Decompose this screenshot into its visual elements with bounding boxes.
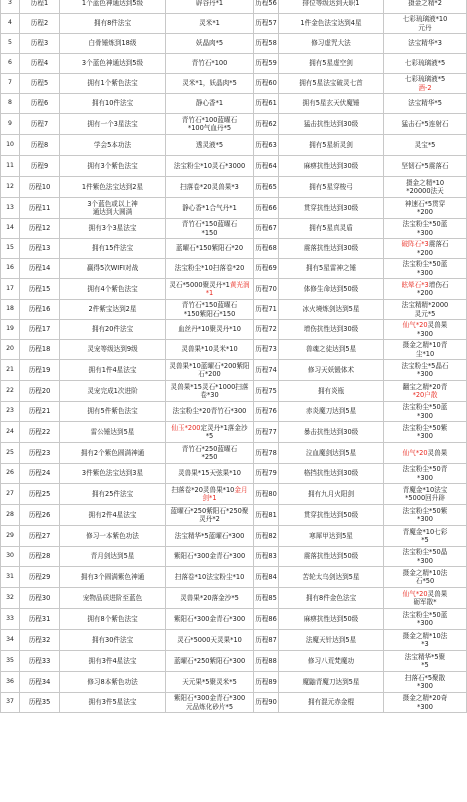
table-row — [1, 630, 467, 651]
task-cell: 拥有2件4星法宝 — [60, 505, 166, 526]
table-row — [1, 156, 467, 177]
reward-cell-right: 法宝精华*5 — [384, 94, 467, 114]
row-number-cell: 22 — [1, 381, 20, 402]
stage-cell-right: 历程74 — [254, 360, 279, 381]
stage-cell: 历程11 — [20, 198, 60, 219]
reward-cell-right: 青魔金*10法宝 *5000回升辟 — [384, 484, 467, 505]
stage-cell-right: 历程67 — [254, 219, 279, 239]
stage-cell-right: 历程56 — [254, 0, 279, 14]
row-number-cell: 23 — [1, 402, 20, 422]
row-number-cell: 15 — [1, 239, 20, 259]
reward-cell-right: 眩晕石*3增伤石 *200 — [384, 279, 467, 300]
stage-cell-right: 历程68 — [254, 239, 279, 259]
reward-cell: 静心香*1合气丹*1 — [166, 198, 254, 219]
task-cell: 拥有8个紫色法宝 — [60, 609, 166, 630]
stage-cell-right: 历程78 — [254, 443, 279, 464]
stage-cell: 历程20 — [20, 381, 60, 402]
table-row — [1, 94, 467, 114]
task-cell-right: 体修生命达到50级 — [279, 279, 384, 300]
reward-cell-right: 摄金之精*20奇 *300 — [384, 693, 467, 713]
stage-cell-right: 历程88 — [254, 651, 279, 672]
stage-cell-right: 历程86 — [254, 609, 279, 630]
task-cell: 拥有8件法宝 — [60, 14, 166, 34]
stage-cell-right: 历程77 — [254, 422, 279, 443]
task-cell: 3件紫色法宝达到3星 — [60, 464, 166, 484]
task-cell-right: 拥有5星真灵盾 — [279, 219, 384, 239]
task-cell-right: 排位等级达到天职1 — [279, 0, 384, 14]
reward-cell: 蓝曜石*150紫阳石*20 — [166, 239, 254, 259]
task-cell-right: 麻痹抗性达到30级 — [279, 156, 384, 177]
reward-cell-right: 摄金之精*10法 *3 — [384, 630, 467, 651]
reward-cell-right: 猛击石*5连射石 — [384, 114, 467, 135]
reward-cell: 仙玉*200定灵丹*1落金沙 *5 — [166, 422, 254, 443]
reward-cell: 静心香*1 — [166, 94, 254, 114]
task-cell: 1个蓝色神通达到5级 — [60, 0, 166, 14]
table-row — [1, 74, 467, 94]
row-number-cell: 24 — [1, 422, 20, 443]
reward-cell: 青竹石*150蓝曜石 *150 — [166, 219, 254, 239]
task-cell-right: 格挡抗性达到30级 — [279, 464, 384, 484]
stage-cell-right: 历程71 — [254, 300, 279, 320]
reward-cell-right: 扫落石*5聚散 *300 — [384, 672, 467, 693]
task-cell: 拥有20件法宝 — [60, 320, 166, 340]
task-cell-right: 拥有九月火阳剑 — [279, 484, 384, 505]
task-cell-right: 震落抗性达到30级 — [279, 239, 384, 259]
task-cell: 3个蓝色或以上神 通达到大圆满 — [60, 198, 166, 219]
table-row — [1, 693, 467, 713]
stage-cell-right: 历程76 — [254, 402, 279, 422]
reward-cell: 灵米*1，妖晶肉*5 — [166, 74, 254, 94]
stage-cell: 历程13 — [20, 239, 60, 259]
table-row — [1, 177, 467, 198]
row-number-cell: 31 — [1, 567, 20, 588]
reward-cell: 妖晶肉*5 — [166, 34, 254, 54]
reward-cell-right: 法宝粉尘*50紫 *300 — [384, 422, 467, 443]
row-number-cell: 9 — [1, 114, 20, 135]
stage-cell: 历程12 — [20, 219, 60, 239]
reward-cell: 紫阳石*300金青石*300 元品炼化砂片*5 — [166, 693, 254, 713]
table-row — [1, 526, 467, 547]
task-cell: 拥有3件4星法宝 — [60, 651, 166, 672]
row-number-cell: 25 — [1, 443, 20, 464]
stage-cell-right: 历程61 — [254, 94, 279, 114]
task-cell-right: 麻痹抗性达到50级 — [279, 609, 384, 630]
reward-cell-right: 法宝粉尘*5晶石 *300 — [384, 360, 467, 381]
reward-cell: 青竹石*100 — [166, 54, 254, 74]
row-number-cell: 13 — [1, 198, 20, 219]
task-cell: 拥有一个3星法宝 — [60, 114, 166, 135]
task-cell: 学会5本功法 — [60, 135, 166, 156]
reward-cell: 灵兽果*10灵米*10 — [166, 340, 254, 360]
task-cell: 赢得5次WIFI对战 — [60, 259, 166, 279]
task-cell-right: 拥有混元赤金棍 — [279, 693, 384, 713]
task-cell: 修习8本紫色功法 — [60, 672, 166, 693]
stage-cell-right: 历程85 — [254, 588, 279, 609]
stage-cell-right: 历程64 — [254, 156, 279, 177]
reward-cell: 法宝粉尘*20青竹石*300 — [166, 402, 254, 422]
stage-cell-right: 历程75 — [254, 381, 279, 402]
stage-cell: 历程27 — [20, 526, 60, 547]
table-row — [1, 651, 467, 672]
reward-cell: 灵兽果*20落金沙*5 — [166, 588, 254, 609]
row-number-cell: 12 — [1, 177, 20, 198]
stage-cell: 历程6 — [20, 94, 60, 114]
reward-cell: 扫落卷*10法宝粉尘*10 — [166, 567, 254, 588]
stage-cell-right: 历程57 — [254, 14, 279, 34]
table-row — [1, 14, 467, 34]
reward-cell-right: 灵宝*5 — [384, 135, 467, 156]
stage-cell: 历程33 — [20, 651, 60, 672]
table-row — [1, 219, 467, 239]
row-number-cell: 29 — [1, 526, 20, 547]
row-number-cell: 17 — [1, 279, 20, 300]
table-row — [1, 259, 467, 279]
row-number-cell: 8 — [1, 94, 20, 114]
table-row — [1, 0, 467, 14]
row-number-cell: 34 — [1, 630, 20, 651]
reward-cell-right: 法宝粉尘*50晶 *300 — [384, 547, 467, 567]
task-cell: 拥有5件紫色法宝 — [60, 402, 166, 422]
task-cell-right: 兽魂之徒达到5星 — [279, 340, 384, 360]
reward-cell: 血丝丹*10聚灵丹*10 — [166, 320, 254, 340]
task-cell: 2件紫宝达到2星 — [60, 300, 166, 320]
progress-table-body — [1, 0, 467, 713]
row-number-cell: 19 — [1, 320, 20, 340]
reward-cell-right: 法宝粉尘*50蓝 *300 — [384, 219, 467, 239]
reward-cell-right: 摄金之精*10青 尘*10 — [384, 340, 467, 360]
reward-cell: 灵石*5000聚灵丹*1黄光润 *1 — [166, 279, 254, 300]
task-cell-right: 修习天妖锻体术 — [279, 360, 384, 381]
task-cell-right: 修习虚咒大法 — [279, 34, 384, 54]
task-cell: 拥有1件4星法宝 — [60, 360, 166, 381]
table-row — [1, 402, 467, 422]
reward-cell: 蓝曜石*250紫阳石*250聚 灵丹*2 — [166, 505, 254, 526]
table-row — [1, 547, 467, 567]
row-number-cell: 16 — [1, 259, 20, 279]
table-row — [1, 114, 467, 135]
stage-cell-right: 历程66 — [254, 198, 279, 219]
reward-cell: 灵石*5000天灵果*10 — [166, 630, 254, 651]
reward-cell-right: 神速石*5贯穿 *200 — [384, 198, 467, 219]
table-row — [1, 422, 467, 443]
stage-cell: 历程31 — [20, 609, 60, 630]
task-cell-right: 贯穿抗性达到30级 — [279, 198, 384, 219]
stage-cell-right: 历程80 — [254, 484, 279, 505]
table-row — [1, 484, 467, 505]
reward-cell-right: 七彩琉璃液*10 元丹 — [384, 14, 467, 34]
reward-cell: 天元果*5聚灵米*5 — [166, 672, 254, 693]
table-row — [1, 381, 467, 402]
stage-cell: 历程22 — [20, 422, 60, 443]
task-cell: 拥有10件法宝 — [60, 94, 166, 114]
stage-cell-right: 历程82 — [254, 526, 279, 547]
row-number-cell: 7 — [1, 74, 20, 94]
table-row — [1, 443, 467, 464]
table-row — [1, 300, 467, 320]
stage-cell-right: 历程62 — [254, 114, 279, 135]
reward-cell-right: 法宝粉尘*50蓝 *300 — [384, 402, 467, 422]
reward-cell-right: 七彩琉璃液*5 酒-2 — [384, 74, 467, 94]
stage-cell-right: 历程83 — [254, 547, 279, 567]
task-cell: 灵宠等级达到9级 — [60, 340, 166, 360]
reward-cell-right: 翻宝之精*20青 *20户散 — [384, 381, 467, 402]
row-number-cell: 6 — [1, 54, 20, 74]
table-row — [1, 34, 467, 54]
row-number-cell: 30 — [1, 547, 20, 567]
stage-cell: 历程5 — [20, 74, 60, 94]
table-row — [1, 239, 467, 259]
task-cell: 拥有3个3星法宝 — [60, 219, 166, 239]
table-row — [1, 588, 467, 609]
row-number-cell: 33 — [1, 609, 20, 630]
task-cell: 拥有30件法宝 — [60, 630, 166, 651]
row-number-cell: 11 — [1, 156, 20, 177]
table-row — [1, 340, 467, 360]
reward-cell: 灵兽果*10蓝曜石*200紫阳 石*200 — [166, 360, 254, 381]
reward-cell-right: 仙气*20灵兽果 *300 — [384, 320, 467, 340]
task-cell: 拥有4个紫色法宝 — [60, 279, 166, 300]
task-cell-right: 拥有5星雷神之锤 — [279, 259, 384, 279]
table-row — [1, 135, 467, 156]
reward-cell: 灵兽果*15天弦果*10 — [166, 464, 254, 484]
reward-cell-right: 仙气*20灵兽果 砺军散* — [384, 588, 467, 609]
stage-cell: 历程18 — [20, 340, 60, 360]
row-number-cell: 18 — [1, 300, 20, 320]
stage-cell: 历程35 — [20, 693, 60, 713]
task-cell: 修习一本紫色功法 — [60, 526, 166, 547]
reward-cell: 透灵液*5 — [166, 135, 254, 156]
row-number-cell: 3 — [1, 0, 20, 14]
reward-cell-right: 法宝粉尘*50青 *300 — [384, 464, 467, 484]
stage-cell-right: 历程69 — [254, 259, 279, 279]
table-row — [1, 360, 467, 381]
table-row — [1, 198, 467, 219]
reward-cell-right: 法宝精华*3 — [384, 34, 467, 54]
reward-cell-right: 法宝粉尘*50紫 *300 — [384, 505, 467, 526]
reward-cell-right: 摄金之精*10 *20000法天 — [384, 177, 467, 198]
reward-cell: 紫阳石*300金青石*300 — [166, 547, 254, 567]
table-row — [1, 672, 467, 693]
stage-cell-right: 历程63 — [254, 135, 279, 156]
task-cell: 拥有15件法宝 — [60, 239, 166, 259]
stage-cell: 历程7 — [20, 114, 60, 135]
stage-cell-right: 历程70 — [254, 279, 279, 300]
stage-cell: 历程29 — [20, 567, 60, 588]
reward-cell: 灵兽果*15灵石*1000扫落 卷*30 — [166, 381, 254, 402]
row-number-cell: 32 — [1, 588, 20, 609]
stage-cell: 历程17 — [20, 320, 60, 340]
task-cell: 拥有3件5星法宝 — [60, 693, 166, 713]
reward-cell-right: 法宝粉尘*50蓝 *300 — [384, 259, 467, 279]
row-number-cell: 37 — [1, 693, 20, 713]
stage-cell-right: 历程59 — [254, 54, 279, 74]
stage-cell-right: 历程60 — [254, 74, 279, 94]
reward-cell: 青竹石*150蓝曜石 *150紫阳石*150 — [166, 300, 254, 320]
task-cell-right: 苦轮太乌剑达到5星 — [279, 567, 384, 588]
task-cell-right: 泣血魔剑达到5星 — [279, 443, 384, 464]
reward-cell: 辟谷丹*1 — [166, 0, 254, 14]
task-cell: 青月剑达到5星 — [60, 547, 166, 567]
reward-cell: 灵米*1 — [166, 14, 254, 34]
reward-cell-right: 破阵石*3震落石 *200 — [384, 239, 467, 259]
reward-cell-right: 仙气*20灵兽果 — [384, 443, 467, 464]
stage-cell: 历程15 — [20, 279, 60, 300]
task-cell-right: 暴击抗性达到30级 — [279, 422, 384, 443]
stage-cell: 历程32 — [20, 630, 60, 651]
reward-cell-right: 法宝精华*5聚 *5 — [384, 651, 467, 672]
stage-cell: 历程2 — [20, 14, 60, 34]
row-number-cell: 10 — [1, 135, 20, 156]
row-number-cell: 35 — [1, 651, 20, 672]
reward-cell: 扫落卷*20灵兽果*3 — [166, 177, 254, 198]
task-cell-right: 修习八荒梵魔功 — [279, 651, 384, 672]
stage-cell-right: 历程90 — [254, 693, 279, 713]
row-number-cell: 28 — [1, 505, 20, 526]
stage-cell-right: 历程72 — [254, 320, 279, 340]
reward-cell: 法宝粉尘*10扫落卷*20 — [166, 259, 254, 279]
task-cell: 1件紫色法宝达到2星 — [60, 177, 166, 198]
reward-cell-right: 摄金之精*10法 石*50 — [384, 567, 467, 588]
stage-cell: 历程28 — [20, 547, 60, 567]
table-row — [1, 54, 467, 74]
stage-cell: 历程25 — [20, 484, 60, 505]
task-cell-right: 冰火境炼剑达到5星 — [279, 300, 384, 320]
table-row — [1, 279, 467, 300]
reward-cell: 法宝精华*5蓝曜石*300 — [166, 526, 254, 547]
stage-cell: 历程8 — [20, 135, 60, 156]
stage-cell: 历程30 — [20, 588, 60, 609]
stage-cell-right: 历程81 — [254, 505, 279, 526]
row-number-cell: 4 — [1, 14, 20, 34]
task-cell: 拥有25件法宝 — [60, 484, 166, 505]
task-cell: 灵宠完成1次进阶 — [60, 381, 166, 402]
stage-cell: 历程34 — [20, 672, 60, 693]
row-number-cell: 27 — [1, 484, 20, 505]
stage-cell-right: 历程87 — [254, 630, 279, 651]
stage-cell: 历程16 — [20, 300, 60, 320]
task-cell-right: 拥有炎瓶 — [279, 381, 384, 402]
reward-cell: 紫阳石*300金青石*300 — [166, 609, 254, 630]
task-cell: 宠物品质进阶至蓝色 — [60, 588, 166, 609]
task-cell-right: 拥有5星玄天伏魔锤 — [279, 94, 384, 114]
reward-cell-right: 摄金之精*2 — [384, 0, 467, 14]
table-row — [1, 567, 467, 588]
task-cell: 拥有2个紫色圆满神通 — [60, 443, 166, 464]
reward-cell-right: 法宝粉尘*50蓝 *300 — [384, 609, 467, 630]
table-row — [1, 505, 467, 526]
stage-cell: 历程21 — [20, 402, 60, 422]
reward-cell: 青竹石*250蓝曜石 *250 — [166, 443, 254, 464]
stage-cell-right: 历程65 — [254, 177, 279, 198]
task-cell-right: 拥有5星穿梭弓 — [279, 177, 384, 198]
task-cell-right: 寒犀甲达到5星 — [279, 526, 384, 547]
task-cell: 3个蓝色神通达到5级 — [60, 54, 166, 74]
row-number-cell: 21 — [1, 360, 20, 381]
task-cell-right: 增伤抗性达到30级 — [279, 320, 384, 340]
task-cell: 拥有1个紫色法宝 — [60, 74, 166, 94]
task-cell-right: 赤炎魔刀达到5星 — [279, 402, 384, 422]
task-cell-right: 震落抗性达到50级 — [279, 547, 384, 567]
task-cell-right: 1件金色法宝达到4星 — [279, 14, 384, 34]
row-number-cell: 5 — [1, 34, 20, 54]
stage-cell-right: 历程89 — [254, 672, 279, 693]
reward-cell-right: 七彩琉璃液*5 — [384, 54, 467, 74]
table-row — [1, 320, 467, 340]
row-number-cell: 20 — [1, 340, 20, 360]
task-cell-right: 拥有8件金色法宝 — [279, 588, 384, 609]
task-cell-right: 贯穿抗性达到50级 — [279, 505, 384, 526]
task-cell-right: 法魔天针达到5星 — [279, 630, 384, 651]
reward-cell: 青竹石*100蓝曜石 *100气血丹*5 — [166, 114, 254, 135]
row-number-cell: 36 — [1, 672, 20, 693]
row-number-cell: 14 — [1, 219, 20, 239]
stage-cell-right: 历程84 — [254, 567, 279, 588]
reward-cell-right: 坚韧石*5震落石 — [384, 156, 467, 177]
stage-cell: 历程24 — [20, 464, 60, 484]
stage-cell: 历程3 — [20, 34, 60, 54]
row-number-cell: 26 — [1, 464, 20, 484]
task-cell-right: 拥有5星斩灵剑 — [279, 135, 384, 156]
table-row — [1, 609, 467, 630]
table-row — [1, 464, 467, 484]
stage-cell-right: 历程73 — [254, 340, 279, 360]
task-cell-right: 猛击抗性达到30级 — [279, 114, 384, 135]
stage-cell-right: 历程58 — [254, 34, 279, 54]
task-cell-right: 魔鼬青魔刀达到5星 — [279, 672, 384, 693]
stage-cell: 历程4 — [20, 54, 60, 74]
stage-cell-right: 历程79 — [254, 464, 279, 484]
stage-cell: 历程23 — [20, 443, 60, 464]
task-cell: 拥有3个紫色法宝 — [60, 156, 166, 177]
reward-cell: 蓝曜石*250紫阳石*300 — [166, 651, 254, 672]
reward-cell-right: 青魔金*10七彩 *5 — [384, 526, 467, 547]
stage-cell: 历程19 — [20, 360, 60, 381]
stage-cell: 历程26 — [20, 505, 60, 526]
reward-cell-right: 法宝精精*2000 灵元*5 — [384, 300, 467, 320]
task-cell: 白骨锤炼到18级 — [60, 34, 166, 54]
task-cell: 雷公锤达到5星 — [60, 422, 166, 443]
reward-cell: 法宝粉尘*10灵石*3000 — [166, 156, 254, 177]
stage-cell: 历程1 — [20, 0, 60, 14]
task-cell-right: 拥有5星虚空剑 — [279, 54, 384, 74]
stage-cell: 历程10 — [20, 177, 60, 198]
task-cell: 拥有3个圆满紫色神通 — [60, 567, 166, 588]
stage-cell: 历程9 — [20, 156, 60, 177]
stage-cell: 历程14 — [20, 259, 60, 279]
task-cell-right: 拥有5星法宝破灵七首 — [279, 74, 384, 94]
reward-cell: 扫落卷*20灵兽果*10金月 剑*1 — [166, 484, 254, 505]
